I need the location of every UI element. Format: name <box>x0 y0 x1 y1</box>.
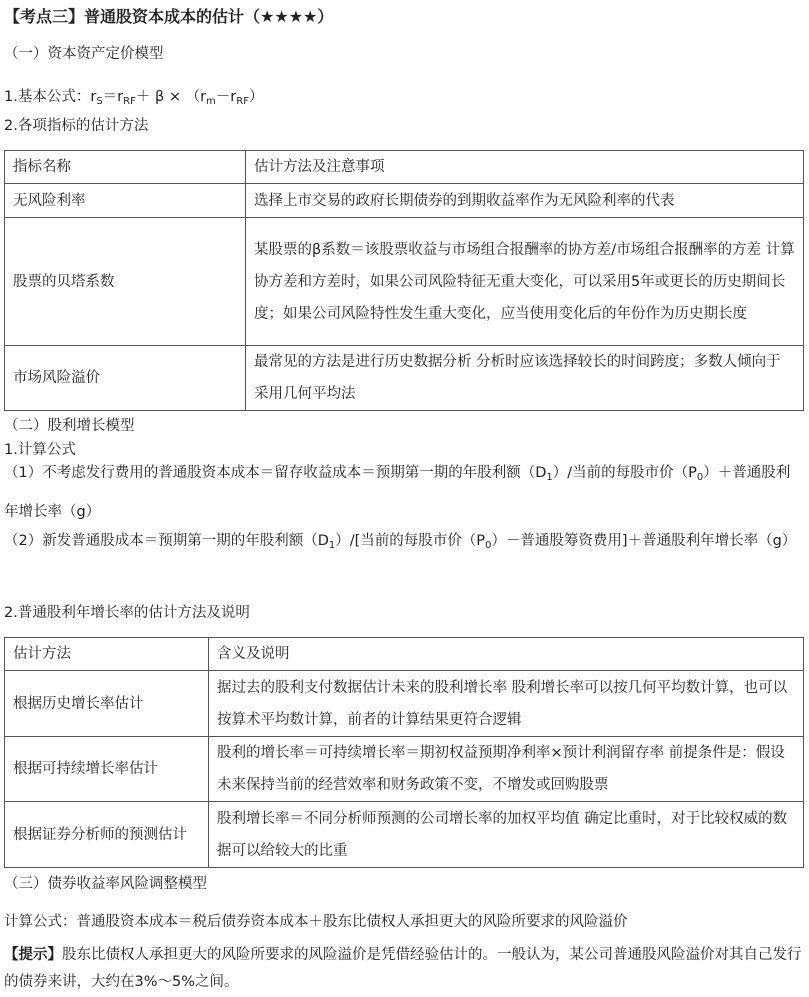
table-header: 估计方法及注意事项 <box>246 151 804 184</box>
tip-paragraph: 【提示】股东比债权人承担更大的风险所要求的风险溢价是凭借经验估计的。一般认为，某公司普通股风险溢价对其自己发行的债券来讲，大约在3%～5%之间。 <box>4 947 802 990</box>
table-header: 估计方法 <box>5 638 209 671</box>
table-row: 根据证券分析师的预测估计 股利增长率＝不同分析师预测的公司增长率的加权平均值 确定比重时，对于比较权威的数据可以给较大的比重 <box>5 802 804 868</box>
section3-formula: 计算公式：普通股资本成本＝税后债券资本成本＋股东比债权人承担更大的风险所要求的风险溢价 <box>4 914 628 930</box>
table-header: 指标名称 <box>5 151 246 184</box>
table-row: 根据可持续增长率估计 股利的增长率＝可持续增长率＝期初权益预期净利率×预计利润留存率 前提条件是：假设未来保持当前的经营效率和财务政策不变，不增发或回购股票 <box>5 737 804 802</box>
growth-rate-table <box>4 637 804 868</box>
formula-2: （2）新发普通股成本＝预期第一期的年股利额$(D_1)/$[当前的每股市价$(P_0)-$普通股筹资费用]＋普通股利年增长率（g） <box>4 533 797 551</box>
table-row: 无风险利率 选择上市交易的政府长期债券的到期收益率作为无风险利率的代表 <box>5 184 804 218</box>
section2-item1: 1.计算公式 <box>4 442 76 458</box>
formula-1: （1）不考虑发行费用的普通股资本成本＝留存收益成本＝预期第一期的年股利额$(D_1)/$当前的每股市价$(P_0)+$普通股利年增长率（g） <box>4 465 791 520</box>
section1-heading: （一）资本资产定价模型 <box>4 46 164 62</box>
section2-item2: 2.普通股利年增长率的估计方法及说明 <box>4 605 250 621</box>
section3-heading: （三）债券收益率风险调整模型 <box>4 876 207 892</box>
section1-item2: 2.各项指标的估计方法 <box>4 118 149 134</box>
table-header: 含义及说明 <box>209 638 804 671</box>
table-row: 根据历史增长率估计 据过去的股利支付数据估计未来的股利增长率 股利增长率可以按几何平均数计算，也可以按算术平均数计算，前者的计算结果更符合逻辑 <box>5 671 804 737</box>
page-title: 【考点三】普通股资本成本的估计（★★★★） <box>4 7 334 26</box>
table-row: 市场风险溢价 最常见的方法是进行历史数据分析 分析时应该选择较长的时间跨度；多数人倾向于采用几何平均法 <box>5 346 804 411</box>
table-row: 股票的贝塔系数 某股票的β系数＝该股票收益与市场组合报酬率的协方差/市场组合报酬率的方差 计算协方差和方差时，如果公司风险特征无重大变化，可以采用5年或更长的历史期间长度；如果公司风险特性发生重大变化，应当使用变化后的年份作为历史期长度 <box>5 218 804 346</box>
indicator-table <box>4 150 804 411</box>
section2-heading: （二）股利增长模型 <box>4 418 135 434</box>
capm-formula: 1.基本公式：$r_S=r_{RF}+ \beta \times (r_m-r_{RF})$ <box>4 89 264 107</box>
